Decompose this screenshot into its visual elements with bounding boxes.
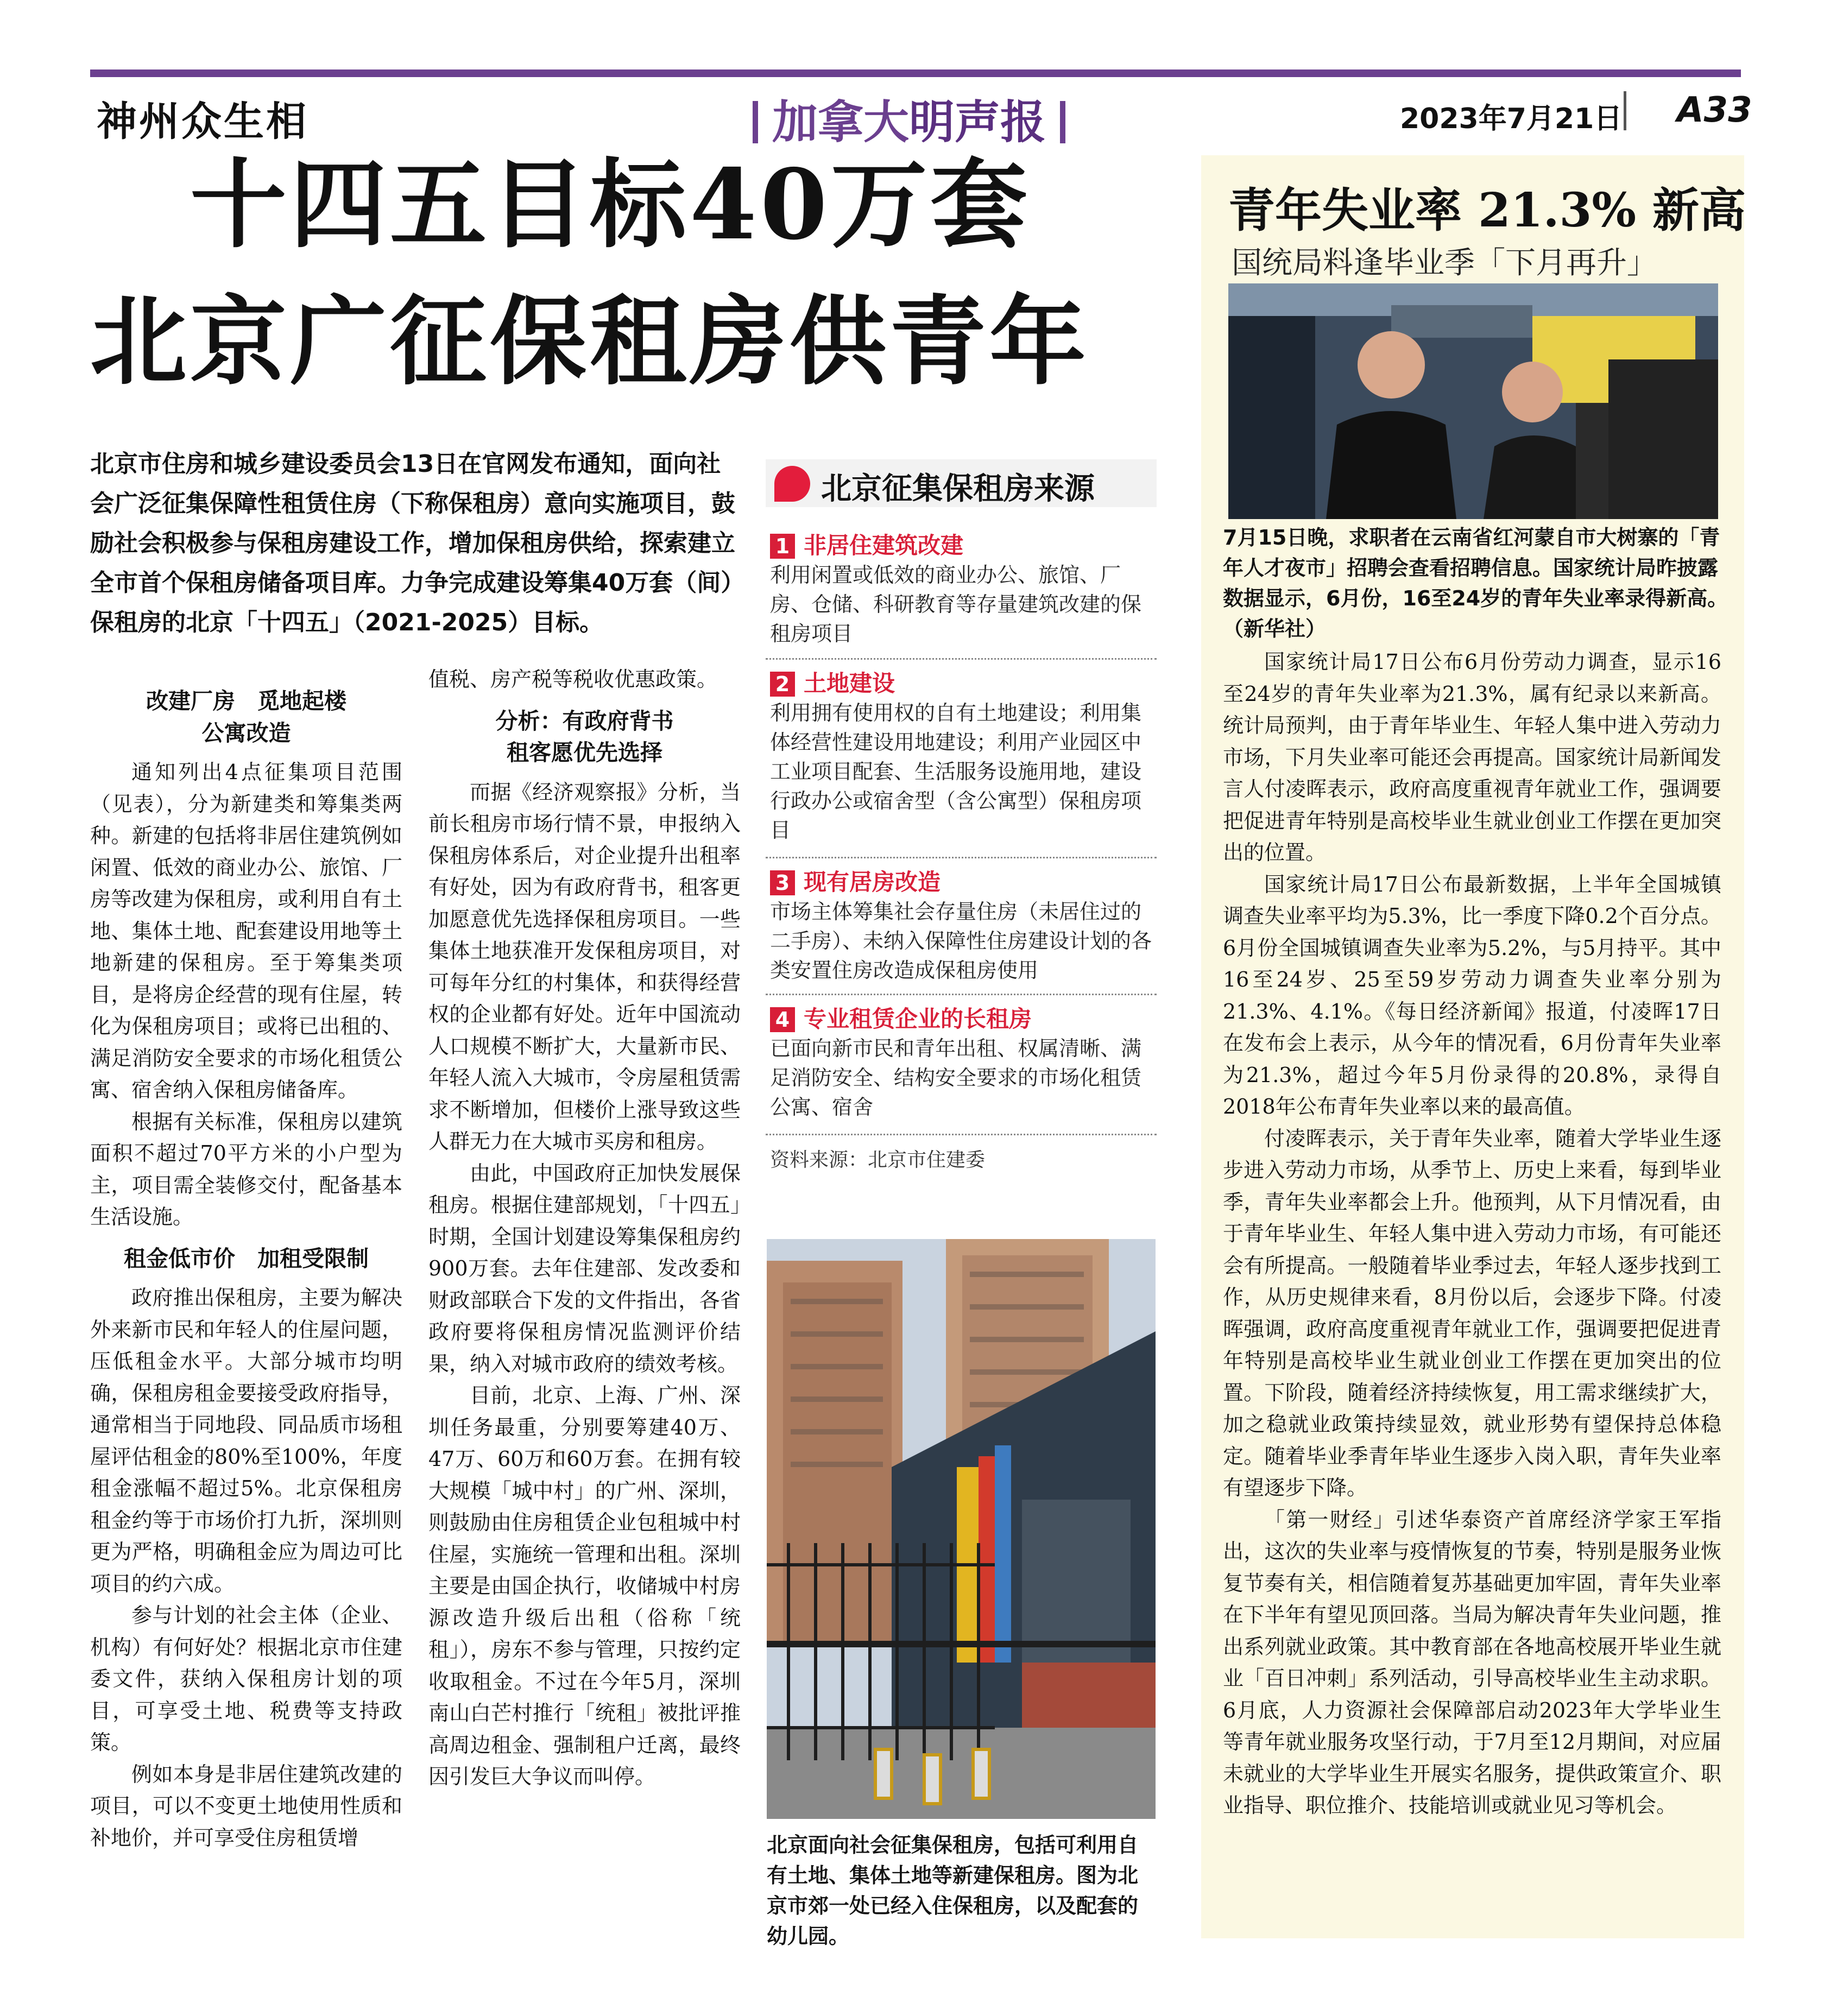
top-rule [90, 69, 1741, 77]
subheading-rent: 租金低市价 加租受限制 [124, 1245, 369, 1272]
item-text: 已面向新市民和青年出租、权属清晰、满足消防安全、结构安全要求的市场化租赁公寓、宿舍 [770, 1037, 1142, 1119]
page-number: A33 [1677, 90, 1752, 130]
item-number: 2 [770, 672, 795, 697]
masthead-title: 明声报 [909, 96, 1046, 149]
paragraph: 而据《经济观察报》分析，当前长租房市场行情不景，申报纳入保租房体系后，对企业提升出租率有好处，因为有政府背书，租客更加愿意优先选择保租房项目。一些集体土地获准开发保租房项目，对可每年分红的村集体，和获得经营权的企业都有好处。近年中国流动人口规模不断扩大，大量新市民、年轻人流入大城市，令房屋租赁需求不断增加，但楼价上涨导致这些人群无力在大城市买房和租房。 [428, 780, 741, 1153]
paragraph: 政府推出保租房，主要为解决外来新市民和年轻人的住屋问题，压低租金水平。大部分城市均明确，保租房租金要接受政府指导，通常相当于同地段、同品质市场租屋评估租金的80%至100%，年度租金涨幅不超过5%。北京保租房租金约等于市场价打九折，深圳则更为严格，明确租金应为周边可比项目的约六成。 [90, 1286, 402, 1596]
headline-line-1: 十四五目标40万套 [190, 148, 1031, 261]
source-item-3 [770, 864, 1156, 985]
paragraph: 通知列出4点征集项目范围（见表），分为新建类和筹集类两种。新建的包括将非居住建筑例如闲置、低效的商业办公、旅馆、厂房等改建为保租房，或利用自有土地、集体土地、配套建设用地等土地新建的保租房。至于筹集类项目，是将房企经营的现有住屋，转化为保租房项目；或将已出租的、满足消防安全要求的市场化租赁公寓、宿舍纳入保租房储备库。 [90, 760, 402, 1102]
masthead-bar-right [1060, 101, 1065, 143]
paragraph: 例如本身是非居住建筑改建的项目，可以不变更土地使用性质和补地价，并可享受住房租赁增 [90, 1762, 402, 1850]
divider [766, 658, 1157, 660]
item-number: 1 [770, 534, 795, 559]
divider [766, 857, 1157, 858]
box-source: 资料来源：北京市住建委 [770, 1149, 986, 1171]
item-title: 现有居房改造 [804, 869, 941, 895]
item-text: 利用拥有使用权的自有土地建设；利用集体经营性建设用地建设；利用产业园区中工业项目配套、生活服务设施用地，建设行政办公或宿舍型（含公寓型）保租房项目 [770, 701, 1142, 842]
lead-paragraph: 北京市住房和城乡建设委员会13日在官网发布通知，面向社会广泛征集保障性租赁住房（下称保租房）意向实施项目，鼓励社会积极参与保租房建设工作，增加保租房供给，探索建立全市首个保租房储备项目库。力争完成建设筹集40万套（间）保租房的北京「十四五」（2021-2025）目标。 [90, 450, 735, 636]
related-headline: 青年失业率 21.3% 新高 [1228, 183, 1746, 238]
article-column-2 [428, 663, 741, 1793]
paragraph: 由此，中国政府正加快发展保租房。根据住建部规划，「十四五」时期，全国计划建设筹集保租房约900万套。去年住建部、发改委和财政部联合下发的文件指出，各省政府要将保租房情况监测评价结果，纳入对城市政府的绩效考核。 [428, 1161, 741, 1376]
section-name: 神州众生相 [97, 98, 308, 145]
masthead-region: 加拿大 [772, 96, 910, 149]
subheading-analysis: 分析：有政府背书 [495, 707, 674, 734]
speech-bubble-icon [774, 466, 810, 502]
article-column-1 [90, 685, 402, 1854]
item-number: 4 [770, 1007, 795, 1032]
item-text: 市场主体筹集社会存量住房（未居住过的二手房）、未纳入保障性住房建设计划的各类安置住房改造成保租房使用 [770, 900, 1152, 982]
divider [766, 994, 1157, 995]
header-divider [1624, 91, 1626, 130]
divider [766, 1134, 1157, 1135]
item-number: 3 [770, 870, 795, 895]
source-item-4 [770, 1001, 1156, 1122]
paragraph: 值税、房产税等税收优惠政策。 [428, 667, 718, 691]
item-title: 专业租赁企业的长租房 [804, 1006, 1032, 1032]
paragraph: 参与计划的社会主体（企业、机构）有何好处？根据北京市住建委文件，获纳入保租房计划的项目，可享受土地、税费等支持政策。 [90, 1603, 402, 1754]
housing-photo-caption: 北京面向社会征集保租房，包括可利用自有土地、集体土地等新建保租房。图为北京市郊一处已经入住保租房，以及配套的幼儿园。 [767, 1833, 1139, 1948]
source-item-2 [770, 666, 1156, 845]
paragraph: 目前，北京、上海、广州、深圳任务最重，分别要筹建40万、47万、60万和60万套。在拥有较大规模「城中村」的广州、深圳，则鼓励由住房租赁企业包租城中村住屋，实施统一管理和出租。深圳主要是由国企执行，收储城中村房源改造升级后出租（俗称「统租」），房东不参与管理，只按约定收取租金。不过在今年5月，深圳南山白芒村推行「统租」被批评推高周边租金、强制租户迁离，最终因引发巨大争议而叫停。 [428, 1383, 741, 1789]
info-box-title: 北京征集保租房来源 [821, 471, 1095, 507]
item-title: 非居住建筑改建 [804, 532, 964, 559]
paragraph: 国家统计局17日公布6月份劳动力调查，显示16至24岁的青年失业率为21.3%，属有纪录以来新高。统计局预判，由于青年毕业生、年轻人集中进入劳动力市场，下月失业率可能还会再提高。国家统计局新闻发言人付凌晖表示，政府高度重视青年就业工作，强调要把促进青年特别是高校毕业生就业创业工作摆在更加突出的位置。 [1223, 650, 1721, 864]
job-fair-photo-caption: 7月15日晚，求职者在云南省红河蒙自市大树寨的「青年人才夜市」招聘会查看招聘信息。国家统计局昨披露数据显示，6月份，16至24岁的青年失业率录得新高。 （新华社） [1223, 526, 1801, 641]
headline-line-2: 北京广征保租房供青年 [90, 285, 1089, 398]
paragraph: 「第一财经」引述华泰资产首席经济学家王军指出，这次的失业率与疫情恢复的节奏，特别是服务业恢复节奏有关，相信随着复苏基础更加牢固，青年失业率在下半年有望见顶回落。当局为解决青年失业问题，推出系列就业政策。其中教育部在各地高校展开毕业生就业「百日冲刺」系列活动，引导高校毕业生主动求职。6月底，人力资源社会保障部启动2023年大学毕业生等青年就业服务攻坚行动，于7月至12月期间，对应届未就业的大学毕业生开展实名服务，提供政策宣介、职业指导、职位推介、技能培训或就业见习等机会。 [1223, 1507, 1721, 1817]
related-article-body [1223, 646, 1721, 1822]
related-subheadline: 国统局料逢毕业季「下月再升」 [1232, 245, 1657, 281]
item-title: 土地建设 [804, 670, 895, 697]
subheading-rebuild-2: 公寓改造 [201, 719, 291, 746]
housing-photo [767, 1239, 1156, 1819]
paragraph: 根据有关标准，保租房以建筑面积不超过70平方米的小户型为主，项目需全装修交付，配备基本生活设施。 [90, 1109, 402, 1229]
masthead [739, 86, 1080, 151]
job-fair-photo [1228, 283, 1718, 519]
subheading-rebuild: 改建厂房 觅地起楼 [146, 688, 346, 714]
item-text: 利用闲置或低效的商业办公、旅馆、厂房、仓储、科研教育等存量建筑改建的保租房项目 [770, 563, 1142, 646]
paragraph: 国家统计局17日公布最新数据，上半年全国城镇调查失业率平均为5.3%，比一季度下降0.2个百分点。6月份全国城镇调查失业率为5.2%，与5月持平。其中16至24岁、25至59岁劳动力调查失业率分别为21.3%、4.1%。《每日经济新闻》报道，付凌晖17日在发布会上表示，从今年的情况看，6月份青年失业率为21.3%，超过今年5月份录得的20.8%，录得自2018年公布青年失业率以来的最高值。 [1223, 872, 1721, 1118]
source-item-1 [770, 528, 1156, 648]
subheading-analysis-2: 租客愿优先选择 [507, 740, 662, 766]
masthead-bar-left [753, 101, 758, 143]
paragraph: 付凌晖表示，关于青年失业率，随着大学毕业生逐步进入劳动力市场，从季节上、历史上来看，每到毕业季，青年失业率都会上升。他预判，从下月情况看，由于青年毕业生、年轻人集中进入劳动力市场，有可能还会有所提高。一般随着毕业季过去，年轻人逐步找到工作，从历史规律来看，8月份以后，会逐步下降。付凌晖强调，政府高度重视青年就业工作，强调要把促进青年特别是高校毕业生就业创业工作摆在更加突出的位置。下阶段，随着经济持续恢复，用工需求继续扩大，加之稳就业政策持续显效，就业形势有望保持总体稳定。随着毕业季青年毕业生逐步入岗入职，青年失业率有望逐步下降。 [1223, 1126, 1721, 1500]
issue-date: 2023年7月21日 [1400, 103, 1623, 135]
